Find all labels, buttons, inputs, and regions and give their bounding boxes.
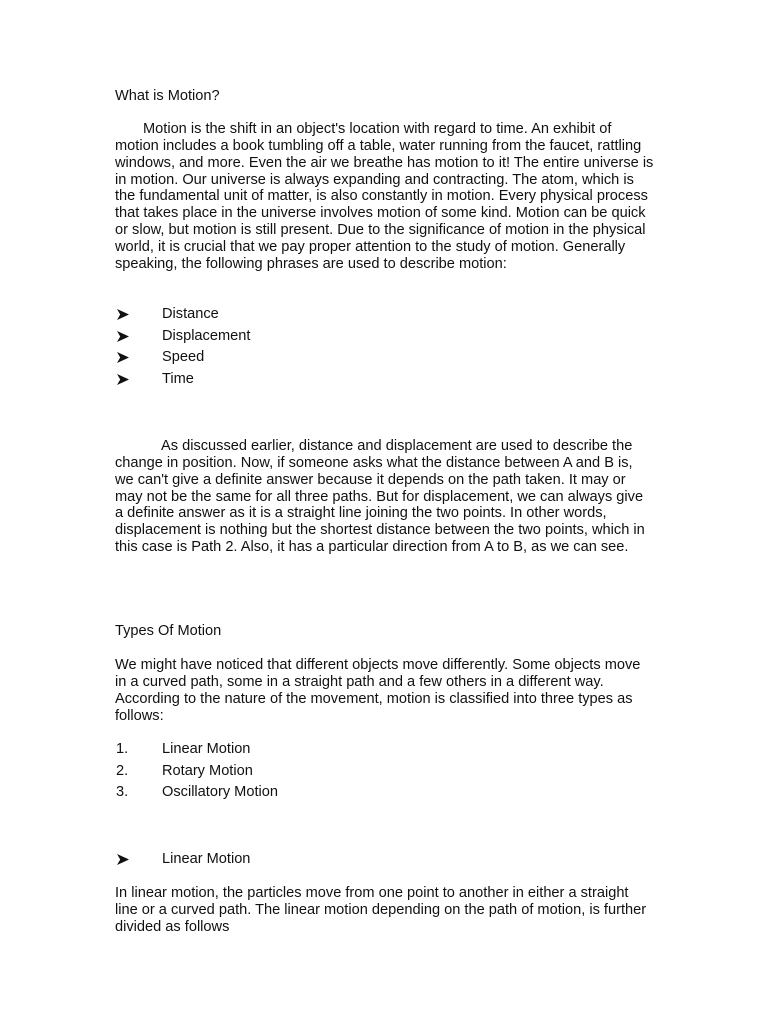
list-item: [115, 306, 655, 328]
list-number: 3.: [116, 784, 129, 801]
arrowhead-bullet-icon: [117, 851, 147, 865]
list-item: [115, 741, 655, 763]
list-item: [115, 371, 655, 393]
paragraph-distance-displacement: As discussed earlier, distance and displacement are used to describe the change in position. Now, if someone asks what the distance between A and B is, we can't give a definite answer because it depends on the path taken. It may or may not be the same for all three paths. But for displacement, we can always give a definite answer as it is a straight line joining the two points. In other words, displacement is nothing but the shortest distance between the two points, which in this case is Path 2. Also, it has a particular direction from A to B, as we can see.: [115, 438, 645, 556]
list-number: 1.: [116, 741, 129, 757]
paragraph-linear-motion: In linear motion, the particles move from one point to another in either a straight line or a curved path. The linear motion depending on the path of motion, is further divided as follows: [115, 885, 647, 935]
term-label: Distance: [162, 306, 219, 322]
motion-terms-list: [115, 306, 655, 392]
arrowhead-bullet-icon: [117, 371, 147, 385]
list-item: [115, 349, 655, 371]
term-label: Time: [162, 370, 194, 387]
type-label: Oscillatory Motion: [162, 784, 278, 801]
list-number: 2.: [116, 762, 129, 779]
linear-motion-heading-list: [115, 851, 655, 873]
arrowhead-bullet-icon: [117, 328, 147, 342]
arrowhead-bullet-icon: [117, 306, 147, 320]
heading-linear-motion: Linear Motion: [162, 851, 251, 867]
type-label: Linear Motion: [162, 741, 251, 757]
paragraph-types-intro: We might have noticed that different objects move differently. Some objects move in a curved path, some in a straight path and a few others in a different way. According to the nature of the movement, motion is classified into three types as follows:: [115, 657, 641, 724]
list-item: [115, 784, 655, 806]
term-label: Speed: [162, 349, 205, 366]
list-item: [115, 763, 655, 785]
heading-types-of-motion: Types Of Motion: [115, 623, 222, 639]
arrowhead-bullet-icon: [117, 349, 147, 363]
list-item: [115, 328, 655, 350]
type-label: Rotary Motion: [162, 762, 253, 779]
term-label: Displacement: [162, 327, 251, 344]
heading-what-is-motion: What is Motion?: [115, 88, 220, 104]
motion-types-list: [115, 741, 655, 806]
paragraph-motion-definition: Motion is the shift in an object's location with regard to time. An exhibit of motion includes a book tumbling off a table, water running from the faucet, rattling windows, and more. Even the air we breathe has motion to it! The entire universe is in motion. Our universe is always expanding and contracting. The atom, which is the fundamental unit of matter, is also constantly in motion. Every physical process that takes place in the universe involves motion of some kind. Motion can be quick or slow, but motion is still present. Due to the significance of motion in the physical world, it is crucial that we pay proper attention to the study of motion. Generally speaking, the following phrases are used to describe motion:: [115, 121, 654, 272]
list-item: [115, 851, 655, 873]
